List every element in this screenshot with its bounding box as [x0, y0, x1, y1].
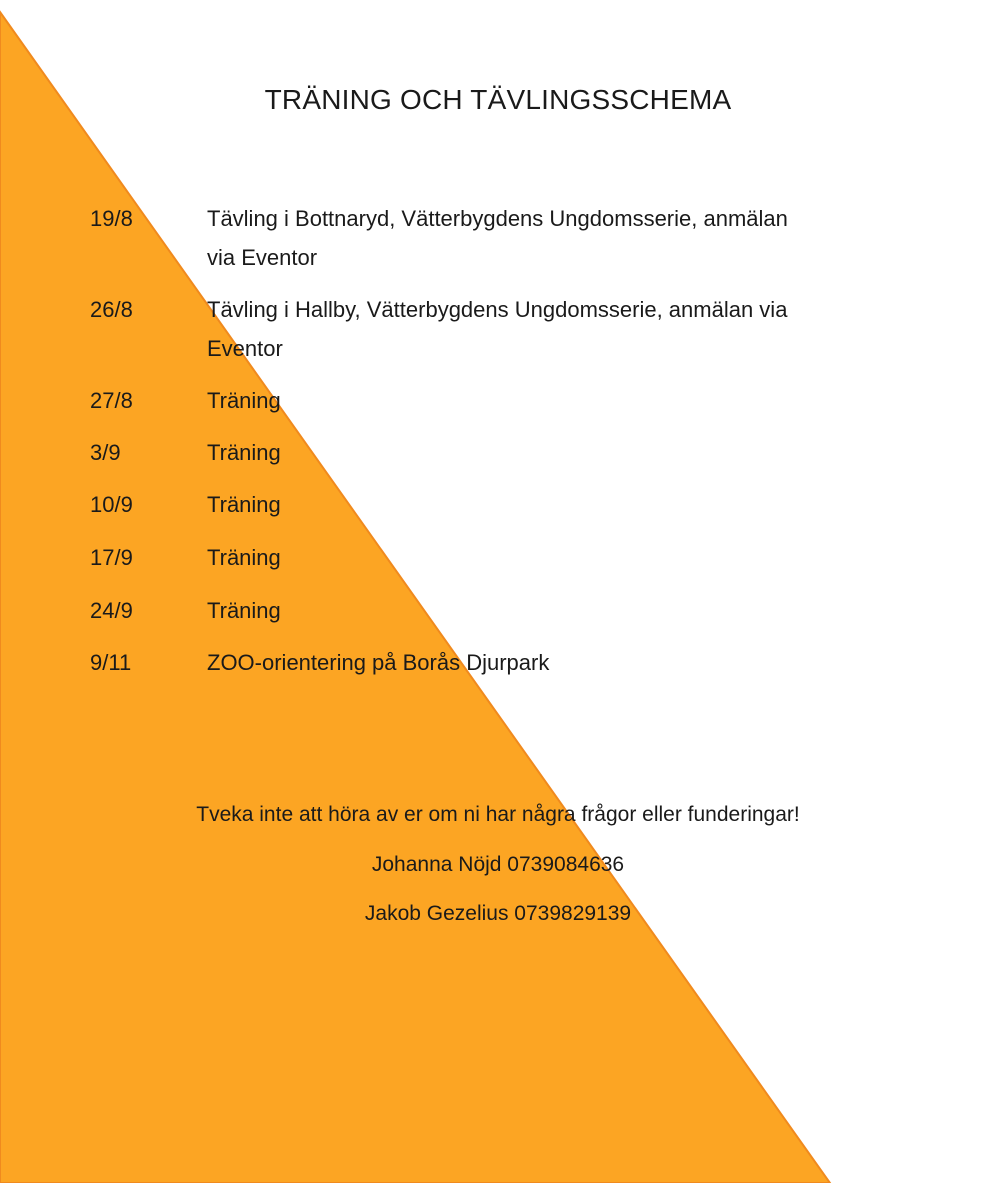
schedule-date: 24/9 — [90, 598, 133, 623]
schedule-description: Träning — [207, 388, 281, 413]
schedule-date: 3/9 — [90, 440, 121, 465]
schedule-description-line: Tävling i Hallby, Vätterbygdens Ungdomsserie, anmälan via — [207, 297, 788, 322]
schedule-date: 17/9 — [90, 545, 133, 570]
schedule-date: 9/11 — [90, 650, 132, 675]
contact-message: Tveka inte att höra av er om ni har några frågor eller funderingar! — [196, 803, 800, 826]
schedule-date: 27/8 — [90, 388, 133, 413]
schedule-description-line: via Eventor — [207, 245, 318, 270]
contact-person: Johanna Nöjd 0739084636 — [371, 853, 625, 876]
page-title: TRÄNING OCH TÄVLINGSSCHEMA — [264, 84, 732, 115]
schedule-description: Träning — [207, 598, 281, 623]
schedule-description-line: Tävling i Bottnaryd, Vätterbygdens Ungdomsserie, anmälan — [207, 206, 788, 231]
schedule-description: Träning — [207, 545, 281, 570]
schedule-description — [207, 290, 897, 368]
schedule-description: Träning — [207, 440, 281, 465]
schedule-date: 26/8 — [90, 297, 133, 322]
schedule-date: 10/9 — [90, 492, 133, 517]
schedule-description-line: Eventor — [207, 336, 283, 361]
schedule-description: ZOO-orientering på Borås Djurpark — [207, 650, 550, 675]
schedule-date: 19/8 — [90, 206, 133, 231]
schedule-description — [207, 199, 897, 277]
contact-person: Jakob Gezelius 0739829139 — [364, 902, 632, 925]
schedule-description: Träning — [207, 492, 281, 517]
